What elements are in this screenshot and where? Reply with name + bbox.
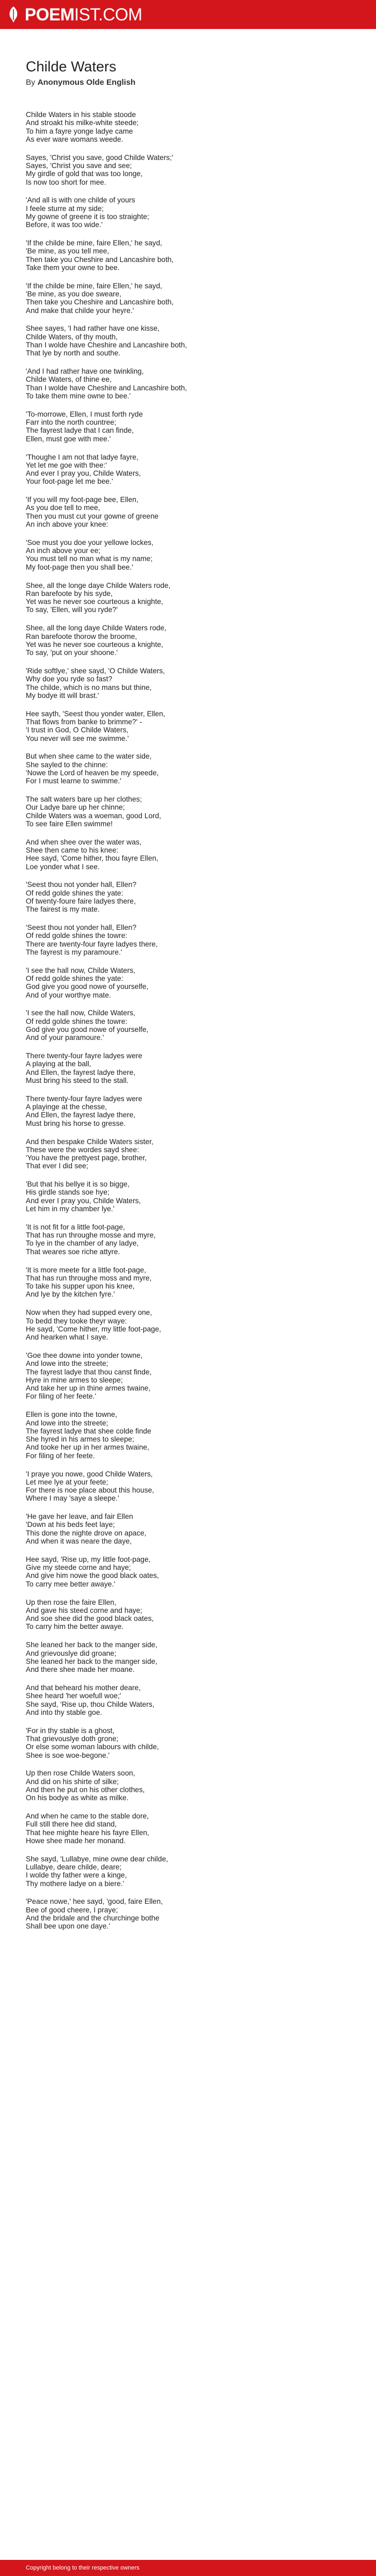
poem-content [26, 58, 359, 1940]
poem-line: 'You have the prettyest page, brother, [26, 1154, 147, 1162]
stanza [26, 239, 359, 272]
poem-line: Now when they had supped every one, [26, 1308, 153, 1317]
poem-line: She leaned her back to the manger side, [26, 1641, 157, 1649]
poem-line: And lye by the kitchen fyre.' [26, 1290, 115, 1299]
poem-line: To lye in the chamber of any ladye, [26, 1239, 139, 1248]
stanza [26, 1641, 359, 1673]
poem-line: To him a fayre yonge ladye came [26, 127, 133, 135]
poem-line: His girdle stands soe hye; [26, 1188, 110, 1197]
site-logo[interactable] [8, 5, 142, 24]
poem-line: 'I see the hall now, Childe Waters, [26, 966, 135, 974]
poem-line: Up then rose the faire Ellen, [26, 1598, 117, 1606]
poem-line: 'I trust in God, O Childe Waters, [26, 726, 128, 734]
poem-line: God give you good nowe of yourselfe, [26, 983, 149, 991]
poem-line: Childe Waters was a woeman, good Lord, [26, 811, 161, 820]
poem-line: My foot-page then you shall bee.' [26, 563, 133, 571]
poem-line: Shee sayes, 'I had rather have one kisse, [26, 324, 160, 333]
poem-line: 'And I had rather have one twinkling, [26, 367, 144, 376]
poem-line: There are twenty-four fayre ladyes there, [26, 940, 158, 948]
poem-line: Farr into the north countree; [26, 418, 117, 427]
poem-line: Our Ladye bare up her chinne; [26, 803, 125, 812]
poem-line: 'Soe must you doe your yellowe lockes, [26, 538, 154, 547]
poem-line: Howe shee made her monand. [26, 1836, 126, 1845]
poem-line: Of twenty-foure faire ladyes there, [26, 897, 136, 905]
poem-line: A playinge at the chesse, [26, 1103, 107, 1111]
poem-line: She leaned her back to the manger side, [26, 1657, 157, 1665]
quill-icon [8, 6, 19, 23]
poem-line: 'But that his bellye it is so bigge, [26, 1180, 130, 1189]
stanza [26, 324, 359, 357]
poem-line: And when he came to the stable dore, [26, 1812, 149, 1820]
poem-line: Sayes, 'Christ you save, good Childe Waters;' [26, 153, 173, 162]
poem-line: 'Goe thee downe into yonder towne, [26, 1351, 143, 1359]
poem-line: Lullabye, deare childe, deare; [26, 1862, 122, 1871]
poem-line: Where I may 'saye a sleepe.' [26, 1494, 119, 1503]
stanza [26, 624, 359, 657]
poem-line: 'For in thy stable is a ghost, [26, 1726, 115, 1735]
poem-line: The fayrest ladye that shee colde finde [26, 1427, 151, 1435]
poem-line: Of redd golde shines the towre: [26, 932, 127, 940]
poem-line: Bee of good cheere, I praye; [26, 1905, 118, 1914]
poem-line: And Ellen, the fayrest ladye there, [26, 1068, 136, 1076]
poem-line: 'Nowe the Lord of heaven be my speede, [26, 768, 159, 777]
poem-body [26, 111, 359, 1931]
poem-line: That hee mighte heare his fayre Ellen, [26, 1828, 149, 1837]
poem-line: And tooke her up in her armes twaine, [26, 1443, 149, 1452]
poem-line: That ever I did see; [26, 1162, 89, 1170]
stanza [26, 1138, 359, 1170]
poem-line: And when it was neare the daye, [26, 1537, 132, 1546]
stanza [26, 710, 359, 743]
poem-line: Full still there hee did stand, [26, 1820, 117, 1829]
poem-line: That grievouslye doth grone; [26, 1734, 119, 1743]
poem-line: Then take you Cheshire and Lancashire both, [26, 255, 174, 264]
poem-line: To bedd they tooke theyr waye: [26, 1316, 127, 1325]
poem-line: She hyred in his armes to sleepe; [26, 1435, 134, 1444]
poem-line: And of your worthye mate. [26, 991, 111, 999]
stanza [26, 539, 359, 571]
stanza [26, 111, 359, 143]
poem-line: Sayes, 'Christ you save and see; [26, 161, 132, 170]
poem-line: 'Seest thou not yonder hall, Ellen? [26, 881, 136, 889]
poem-line: You never will see me swimme.' [26, 734, 129, 743]
poem-line: To say, 'Ellen, will you ryde?' [26, 606, 118, 614]
poem-line: 'Thoughe I am not that ladye fayre, [26, 453, 139, 461]
poem-line: Before, it was too wide.' [26, 221, 103, 229]
poem-line: My bodye itt will brast.' [26, 691, 99, 700]
poem-line: Or else some woman labours with childe, [26, 1743, 159, 1751]
poem-line: She sayd, 'Lullabye, mine owne dear childe, [26, 1854, 168, 1863]
stanza [26, 1769, 359, 1802]
poem-line: That has run throughe mosse and myre, [26, 1231, 156, 1240]
stanza [26, 881, 359, 913]
site-header [0, 0, 376, 29]
poem-line: The fayrest ladye that thou canst finde, [26, 1367, 152, 1376]
poem-line: That flows from banke to brimme?' - [26, 717, 142, 726]
poem-line: To carry him the better awaye. [26, 1622, 124, 1631]
site-name-light: IST.COM [74, 5, 142, 24]
poem-line: 'Seest thou not yonder hall, Ellen? [26, 923, 136, 932]
stanza [26, 154, 359, 186]
poem-line: The fairest is my mate. [26, 905, 100, 914]
poem-line: These were the wordes sayd shee: [26, 1145, 139, 1154]
poem-line: Yet was he never soe courteous a knighte, [26, 640, 163, 649]
poem-line: And stroakt his milke-white steede; [26, 119, 139, 127]
poem-line: A playing at the ball, [26, 1060, 91, 1068]
poem-line: Ran barefoote by his syde, [26, 589, 113, 598]
poem-line: 'I praye you nowe, good Childe Waters, [26, 1469, 153, 1478]
stanza [26, 1855, 359, 1888]
poem-author[interactable]: Anonymous Olde English [37, 78, 136, 87]
poem-line: To carry mee better awaye.' [26, 1580, 115, 1588]
poem-line: That weares soe riche attyre. [26, 1247, 120, 1256]
poem-line: He sayd, 'Come hither, my little foot-page, [26, 1325, 161, 1333]
poem-line: My gowne of greene it is too straighte; [26, 212, 149, 221]
poem-line: And Ellen, the fayrest ladye there, [26, 1111, 136, 1119]
stanza [26, 367, 359, 400]
poem-line: She sayled to the chinne: [26, 760, 108, 769]
poem-line: For filing of her feete. [26, 1451, 95, 1460]
stanza [26, 196, 359, 229]
poem-line: Then take you Cheshire and Lancashire both, [26, 298, 174, 307]
stanza [26, 1897, 359, 1930]
poem-line: 'Ride softlye,' shee sayd, 'O Childe Waters, [26, 666, 165, 675]
poem-line: 'Peace nowe,' hee sayd, 'good, faire Ellen, [26, 1897, 163, 1906]
poem-line: 'Be mine, as you tell mee, [26, 247, 110, 256]
poem-line: And hearken what I saye. [26, 1333, 109, 1342]
poem-line: 'It is more meete for a little foot-page, [26, 1265, 146, 1274]
poem-line: And did on his shirte of silke; [26, 1777, 119, 1786]
poem-line: And grievouslye did groane; [26, 1649, 117, 1657]
by-label: By [26, 78, 35, 87]
site-name [25, 5, 142, 24]
stanza [26, 1223, 359, 1256]
poem-line: Shee, all the longe daye Childe Waters rode, [26, 581, 171, 590]
poem-line: And take her up in thine armes twaine, [26, 1384, 150, 1393]
poem-line: God give you good nowe of yourselfe, [26, 1025, 149, 1034]
poem-line: And then bespake Childe Waters sister, [26, 1137, 154, 1146]
stanza [26, 1555, 359, 1588]
stanza [26, 1410, 359, 1460]
poem-line: And give him nowe the good black oates, [26, 1571, 159, 1580]
poem-line: The salt waters bare up her clothes; [26, 795, 142, 803]
stanza [26, 1266, 359, 1299]
poem-line: Take them your owne to bee. [26, 263, 120, 272]
stanza [26, 1598, 359, 1631]
poem-line: Why doe you ryde so fast? [26, 675, 112, 683]
poem-line: 'To-morrowe, Ellen, I must forth ryde [26, 410, 143, 418]
poem-line: There twenty-four fayre ladyes were [26, 1094, 142, 1103]
poem-line: An inch above your ee; [26, 547, 101, 555]
poem-line: And when shee over the water was, [26, 838, 142, 846]
poem-line: To see faire Ellen swimme! [26, 819, 113, 828]
poem-line: Childe Waters, of thine ee, [26, 375, 112, 384]
poem-line: Must bring his horse to gresse. [26, 1119, 126, 1127]
poem-line: 'Be mine, as you doe sweare, [26, 290, 121, 299]
poem-line: For there is noe place about this house, [26, 1486, 154, 1495]
poem-line: For I must learne to swimme.' [26, 777, 121, 785]
stanza [26, 752, 359, 785]
stanza [26, 1052, 359, 1085]
poem-line: As you doe tell to mee, [26, 504, 100, 512]
poem-line: I feele sturre at my side; [26, 204, 104, 213]
poem-line: And ever I pray you, Childe Waters, [26, 1196, 141, 1205]
poem-line: Shee heard 'her woefull woe;' [26, 1692, 121, 1700]
poem-line: 'I see the hall now, Childe Waters, [26, 1009, 135, 1017]
poem-line: Shee then came to his knee: [26, 846, 119, 854]
poem-line: The childe, which is no mans but thine, [26, 683, 152, 692]
poem-line: Let him in my chamber lye.' [26, 1205, 115, 1213]
poem-line: Up then rose Childe Waters soon, [26, 1769, 135, 1778]
stanza [26, 1512, 359, 1545]
poem-line: Thy mothere ladye on a biere.' [26, 1879, 125, 1888]
poem-line: 'If you will my foot-page bee, Ellen, [26, 496, 139, 504]
site-footer [0, 2560, 376, 2576]
poem-line: To say, 'put on your shoone.' [26, 649, 118, 657]
stanza [26, 1812, 359, 1845]
poem-line: Shee, all the long daye Childe Waters rode, [26, 624, 167, 632]
stanza [26, 1095, 359, 1127]
poem-line: And the bridale and the churchinge bothe [26, 1913, 160, 1922]
poem-line: And then he put on his other clothes, [26, 1785, 145, 1794]
poem-line: To take them mine owne to bee.' [26, 392, 131, 401]
poem-line: Yet was he never soe courteous a knighte, [26, 598, 163, 606]
poem-line: You must tell no man what is my name; [26, 555, 153, 563]
poem-line: Of redd golde shines the towre: [26, 1017, 127, 1025]
poem-line: And make that childe your heyre.' [26, 306, 134, 315]
stanza [26, 410, 359, 443]
poem-line: For filing of her feete.' [26, 1392, 97, 1401]
poem-line: As ever ware womans weede. [26, 135, 124, 143]
stanza [26, 795, 359, 828]
poem-title: Childe Waters [26, 59, 117, 75]
stanza [26, 1351, 359, 1401]
poem-line: Than I wolde have Cheshire and Lancashire both, [26, 341, 187, 350]
poem-line: On his bodye as white as milke. [26, 1794, 129, 1802]
stanza [26, 1308, 359, 1341]
poem-line: Childe Waters in his stable stoode [26, 111, 136, 119]
stanza [26, 496, 359, 528]
site-name-bold: POEM [25, 5, 75, 24]
poem-line: 'He gave her leave, and fair Ellen [26, 1512, 133, 1521]
poem-line: Your foot-page let me bee.' [26, 477, 113, 486]
poem-line: Of redd golde shines the yate: [26, 889, 124, 897]
poem-line: Is now too short for mee. [26, 178, 106, 186]
poem-line: Hee sayd, 'Come hither, thou fayre Ellen, [26, 854, 158, 863]
poem-line: 'It is not fit for a little foot-page, [26, 1222, 125, 1231]
poem-line: My girdle of gold that was too longe, [26, 170, 143, 178]
poem-line: 'And all is with one childe of yours [26, 196, 135, 205]
poem-line: That has run throughe moss and myre, [26, 1274, 152, 1282]
poem-line: The fayrest is my paramoure.' [26, 948, 122, 956]
poem-line: Must bring his steed to the stall. [26, 1076, 129, 1085]
poem-line: Ellen, must goe with mee.' [26, 434, 111, 443]
poem-line: She sayd, 'Rise up, thou Childe Waters, [26, 1700, 155, 1708]
stanza [26, 1684, 359, 1716]
stanza [26, 1470, 359, 1503]
poem-line: And there shee made her moane. [26, 1665, 135, 1674]
poem-line: 'If the childe be mine, faire Ellen,' he sayd, [26, 239, 162, 248]
stanza [26, 453, 359, 486]
copyright-text: Copyright belong to their respective owners [26, 2565, 140, 2571]
poem-line: And into thy stable goe. [26, 1708, 103, 1716]
poem-line: 'Down at his beds feet laye; [26, 1520, 115, 1529]
stanza [26, 1727, 359, 1759]
poem-line: Ran barefoote thorow the broome, [26, 632, 138, 641]
stanza [26, 667, 359, 700]
poem-line: I wolde thy father were a kinge, [26, 1871, 127, 1880]
poem-line: The fayrest ladye that I can finde, [26, 426, 134, 435]
poem-line: Hee sayd, 'Rise up, my little foot-page, [26, 1555, 151, 1563]
poem-line: Give my steede corne and haye; [26, 1563, 131, 1572]
stanza [26, 923, 359, 956]
stanza [26, 1180, 359, 1213]
poem-line: And soe shee did the good black oates, [26, 1614, 154, 1623]
poem-line: To take his supper upon his knee, [26, 1282, 135, 1291]
poem-line: Hee sayth, 'Seest thou yonder water, Ellen, [26, 709, 165, 718]
poem-line: Let mee lye at your feete; [26, 1478, 109, 1486]
poem-line: This done the nighte drove on apace, [26, 1529, 147, 1537]
poem-line: That lye by north and southe. [26, 349, 121, 358]
poem-line: Yet let me goe with thee:' [26, 461, 107, 469]
poem-line: And ever I pray you, Childe Waters, [26, 469, 141, 478]
poem-line: And of your paramoure.' [26, 1034, 104, 1042]
stanza [26, 282, 359, 315]
poem-line: And lowe into the streete; [26, 1359, 109, 1368]
poem-line: Hyre in mine armes to sleepe; [26, 1376, 123, 1384]
poem-line: Loe yonder what I see. [26, 862, 100, 871]
stanza [26, 581, 359, 614]
poem-line: Of redd golde shines the yate: [26, 974, 124, 983]
poem-line: And lowe into the streete; [26, 1418, 109, 1427]
poem-line: Shall bee upon one daye.' [26, 1922, 110, 1931]
poem-line: There twenty-four fayre ladyes were [26, 1052, 142, 1060]
poem-line: An inch above your knee: [26, 520, 109, 529]
poem-line: Ellen is gone into the towne, [26, 1410, 118, 1419]
poem-line: Shee is soe woe-begone.' [26, 1751, 110, 1759]
poem-byline [26, 77, 359, 88]
poem-line: But when shee came to the water side, [26, 752, 152, 761]
stanza [26, 1009, 359, 1042]
stanza [26, 966, 359, 999]
poem-line: Then you must cut your gowne of greene [26, 512, 159, 520]
poem-line: And that beheard his mother deare, [26, 1683, 141, 1692]
poem-line: Childe Waters, of thy mouth, [26, 332, 118, 341]
poem-line: 'If the childe be mine, faire Ellen,' he sayd, [26, 281, 162, 290]
poem-line: And gave his steed corne and haye; [26, 1606, 142, 1614]
poem-line: Than I wolde have Cheshire and Lancashire both, [26, 383, 187, 392]
stanza [26, 838, 359, 871]
